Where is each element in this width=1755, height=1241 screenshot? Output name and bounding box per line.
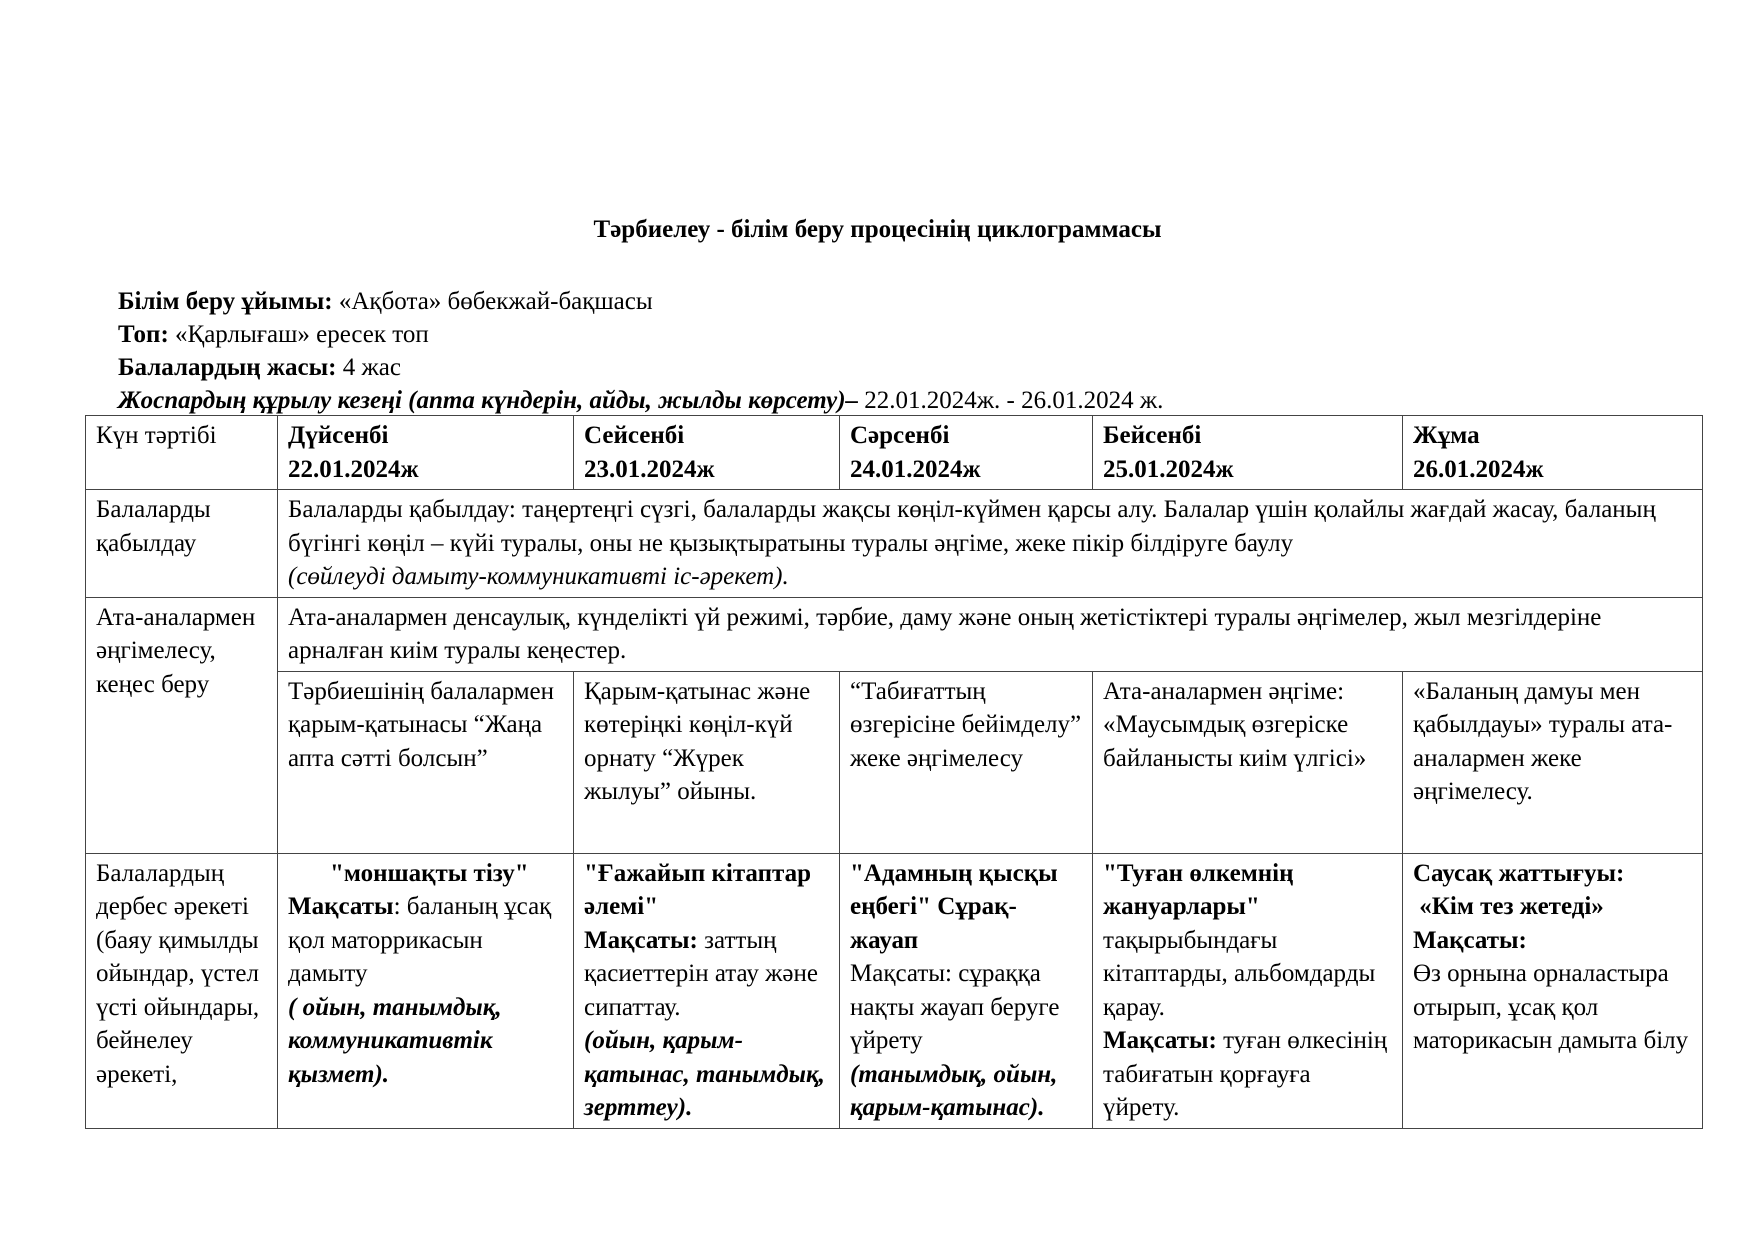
activity-goal-label: Мақсаты: — [1413, 926, 1527, 954]
meta-org-label: Білім беру ұйымы: — [118, 288, 333, 315]
activity-goal: Мақсаты: баланың ұсақ қол маторрикасын дамыту — [288, 893, 552, 987]
activity-title: "Туған өлкемнің жануарлары" тақырыбындағы кітаптарды, альбомдарды қарау. — [1103, 859, 1376, 1021]
day-date: 24.01.2024ж — [850, 455, 981, 483]
meta-period — [118, 384, 1163, 417]
activity-title: "Ғажайып кітаптар әлемі" — [584, 859, 811, 920]
reception-cell — [278, 490, 1703, 598]
activity-goal: Мақсаты: туған өлкесінің табиғатын қорғауға үйрету. — [1103, 1027, 1388, 1121]
document-meta — [118, 285, 1163, 417]
day-name: Сәрсенбі — [850, 422, 950, 449]
parents-common-cell: Ата-аналармен денсаулық, күнделікті үй режимі, тәрбие, даму және оның жетістіктері туралы әңгімелер, жыл мезгілдеріне арналған киім туралы кеңестер. — [278, 597, 1703, 671]
meta-age — [118, 351, 1163, 384]
page-title: Тәрбиелеу - білім беру процесінің циклограммасы — [593, 216, 1162, 243]
day-date: 25.01.2024ж — [1103, 455, 1234, 483]
independent-thu — [1093, 853, 1403, 1128]
day-date: 26.01.2024ж — [1413, 455, 1544, 483]
table-header-row — [86, 416, 1703, 490]
meta-group-value: «Қарлығаш» ересек топ — [175, 321, 429, 348]
activity-goal: Өз орнына орналастыра отырып, ұсақ қол маторикасын дамыта білу — [1413, 960, 1689, 1054]
independent-fri — [1403, 853, 1703, 1128]
meta-period-value: 22.01.2024ж. - 26.01.2024 ж. — [858, 387, 1164, 414]
activity-title: "Адамның қысқы еңбегі" Сұрақ-жауап — [850, 859, 1058, 954]
day-date: 22.01.2024ж — [288, 455, 419, 483]
parents-thu: Ата-аналармен әңгіме: «Маусымдық өзгеріске байланысты киім үлгісі» — [1093, 671, 1403, 853]
table-row-parents-days — [86, 671, 1703, 853]
activity-type: ( ойын, танымдық, коммуникативтік қызмет). — [288, 993, 502, 1088]
activity-goal: Мақсаты: заттың қасиеттерін атау және сипаттау. — [584, 926, 818, 1021]
header-schedule: Күн тәртібі — [86, 416, 278, 490]
activity-subtitle: «Кім тез жетеді» — [1419, 893, 1604, 920]
parents-mon: Тәрбиешінің балалармен қарым-қатынасы “Жаңа апта сәтті болсын” — [278, 671, 574, 853]
parents-tue: Қарым-қатынас және көтеріңкі көңіл-күй орнату “Жүрек жылуы” ойыны. — [574, 671, 840, 853]
activity-title: Саусақ жаттығуы: — [1413, 859, 1625, 887]
header-day-fri — [1403, 416, 1703, 490]
meta-org — [118, 285, 1163, 318]
independent-wed — [840, 853, 1093, 1128]
independent-mon — [278, 853, 574, 1128]
day-name: Сейсенбі — [584, 422, 685, 449]
meta-age-label: Балалардың жасы: — [118, 354, 337, 381]
activity-type: (танымдық, ойын, қарым-қатынас). — [850, 1060, 1058, 1121]
header-day-wed — [840, 416, 1093, 490]
header-day-thu — [1093, 416, 1403, 490]
meta-period-label: Жоспардың құрылу кезеңі (апта күндерін, айды, жылды көрсету)– — [118, 387, 859, 414]
independent-tue — [574, 853, 840, 1128]
row-label-reception: Балаларды қабылдау — [86, 490, 278, 598]
reception-activity: (сөйлеуді дамыту-коммуникативті іс-әрекет). — [288, 563, 789, 590]
activity-title: "моншақты тізу" — [330, 859, 529, 887]
meta-org-value: «Ақбота» бөбекжай-бақшасы — [338, 288, 653, 315]
day-name: Дүйсенбі — [288, 422, 389, 449]
day-date: 23.01.2024ж — [584, 455, 715, 483]
parents-wed: “Табиғаттың өзгерісіне бейімделу” жеке әңгімелесу — [840, 671, 1093, 853]
table-row-parents-common — [86, 597, 1703, 671]
activity-goal: Мақсаты: сұраққа нақты жауап беруге үйрету — [850, 960, 1060, 1054]
reception-text: Балаларды қабылдау: таңертеңгі сүзгі, балаларды жақсы көңіл-күймен қарсы алу. Балалар үшін қолайлы жағдай жасау, баланың бүгінгі көңіл – күйі туралы, оны не қызықтыратыны туралы әңгіме, жеке пікір білдіруге баулу — [288, 496, 1656, 557]
header-day-tue — [574, 416, 840, 490]
meta-group — [118, 318, 1163, 351]
row-label-parents: Ата-аналармен әңгімелесу, кеңес беру — [86, 597, 278, 853]
day-name: Жұма — [1413, 422, 1480, 449]
row-label-independent: Балалардың дербес әрекеті (баяу қимылды ойындар, үстел үсті ойындары, бейнелеу әрекеті, — [86, 853, 278, 1128]
table-row-independent — [86, 853, 1703, 1128]
parents-fri: «Баланың дамуы мен қабылдауы» туралы ата-аналармен жеке әңгімелесу. — [1403, 671, 1703, 853]
table-row-reception — [86, 490, 1703, 598]
meta-group-label: Топ: — [118, 321, 169, 348]
activity-type: (ойын, қарым-қатынас, танымдық, зерттеу). — [584, 1027, 825, 1121]
day-name: Бейсенбі — [1103, 422, 1202, 449]
cyclogram-table — [85, 415, 1703, 1129]
header-day-mon — [278, 416, 574, 490]
meta-age-value: 4 жас — [342, 354, 401, 381]
